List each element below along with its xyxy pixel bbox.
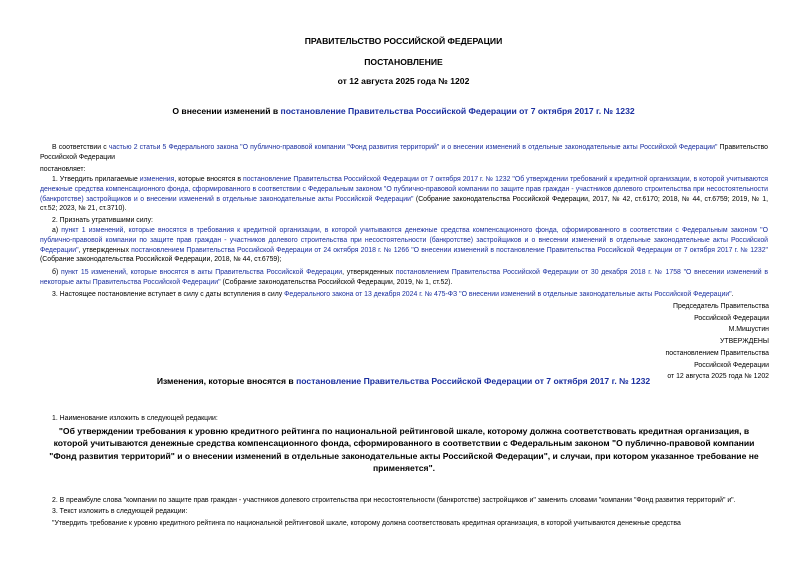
postanovlyaet: постановляет: — [40, 166, 86, 173]
item-2a-text: а) — [52, 227, 62, 234]
changes-title-prefix: Изменения, которые вносятся в — [156, 376, 297, 386]
change-3: 3. Текст изложить в следующей редакции: — [52, 508, 188, 515]
item-2b-link-2[interactable]: постановлением Правительства Российской Федерации от 30 декабря 2018 г. № 1758 "О внесении изменений в некоторые акты Правительства Российской Федерации" — [40, 269, 769, 286]
change-1: 1. Наименование изложить в следующей редакции: — [52, 415, 218, 422]
item-3-law-link[interactable]: Федерального закона от 13 декабря 2024 г. № 475-ФЗ "О внесении изменений в отдельные законодательные акты Российской Федерации" — [284, 291, 732, 298]
item-2a-end: (Собрание законодательства Российской Федерации, 2018, № 44, ст.6759); — [40, 256, 282, 264]
item-1 — [40, 175, 768, 214]
change-3-quote: "Утвердить требование к уровню кредитного рейтинга по национальной рейтинговой шкале, которому должна соответствовать кредитная организация, в которой учитываются денежные средства — [52, 520, 681, 527]
item-2a-link-2[interactable]: постановлением Правительства Российской Федерации от 24 октября 2018 г. № 1266 "О внесении изменений в постановление Правительства Российской Федерации от 7 октября 2017 г. № 1232" — [131, 246, 768, 254]
changes-title-link[interactable]: постановление Правительства Российской Федерации от 7 октября 2017 г. № 1232 — [296, 376, 651, 386]
item-2b-mid: , утвержденных — [342, 269, 396, 276]
item-1-decree-link[interactable]: постановление Правительства Российской Федерации от 7 октября 2017 г. № 1232 "Об утверждении требований к кредитной организации, в которой учитываются денежные средства компенсационного фонда, сформированного в соответствии с Федеральным законом "О публично-правовой компании по защите прав граждан - участников долевого строительства при несостоятельности (банкротстве) застройщиков и о внесении изменений в отдельные законодательные акты Российской Федерации" — [40, 176, 769, 203]
item-1-changes-link[interactable]: изменения — [139, 176, 175, 183]
preamble-text: В соответствии с — [52, 144, 109, 151]
signature-line: М.Мишустин — [728, 326, 769, 334]
document-title — [0, 106, 807, 116]
item-2: 2. Признать утратившими силу: — [52, 217, 153, 224]
preamble-paragraph — [40, 143, 768, 163]
signature-block — [666, 301, 770, 383]
signature-line: Председатель Правительства — [673, 303, 769, 310]
item-1-text: 1. Утвердить прилагаемые — [52, 176, 140, 183]
item-2b-end: (Собрание законодательства Российской Федерации, 2019, № 1, ст.52). — [220, 278, 453, 286]
signature-line: Российской Федерации — [694, 314, 769, 322]
title-prefix: О внесении изменений в — [172, 106, 281, 116]
title-link[interactable]: постановление Правительства Российской Федерации от 7 октября 2017 г. № 1232 — [280, 106, 635, 116]
approved-line: УТВЕРЖДЕНЫ — [720, 338, 769, 346]
change-1-quote: "Об утверждении требования к уровню кредитного рейтинга по национальной рейтинговой шкале, которому должна соответствовать кредитная организация, в которой учитываются денежные средства компенсационного фонда, сформированного в соответствии с Федеральным законом "О публично-правовой компании "Фонд развития территорий" и о внесении изменений в отдельные законодательные акты Российской Федерации", и случаи, при котором указанное требование не применяется". — [49, 426, 759, 474]
preamble-law-link[interactable]: частью 2 статьи 5 Федерального закона "О публично-правовой компании "Фонд развития территорий" и о внесении изменений в отдельные законодательные акты Российской Федерации" — [108, 144, 718, 151]
item-1-end: (Собрание законодательства Российской Федерации, 2017, № 42, ст.6170; 2018, № 44, ст.6759; 2019, № 1, ст.52; 2023, № 21, ст.3710). — [40, 195, 768, 213]
approved-line: постановлением Правительства — [665, 349, 769, 357]
changes-title — [0, 376, 807, 386]
item-3 — [40, 290, 768, 300]
item-2a-link-1[interactable]: пункт 1 изменений, которые вносятся в требования к кредитной организации, в которой учитываются денежные средства компенсационного фонда, сформированного в соответствии с Федеральным законом "О публично-правовой компании по защите прав граждан - участников долевого строительства при несостоятельности (банкротстве) застройщиков и о внесении изменений в отдельные законодательные акты Российской Федерации" — [40, 227, 768, 254]
item-2b — [40, 268, 768, 288]
approved-line: от 12 августа 2025 года № 1202 — [667, 373, 769, 381]
item-1-mid: , которые вносятся в — [174, 176, 243, 183]
item-2a-mid: , утвержденных — [78, 246, 132, 254]
item-3-end: . — [731, 291, 734, 298]
preamble-text-end: Правительство Российской Федерации — [40, 144, 768, 161]
item-3-text: 3. Настоящее постановление вступает в силу с даты вступления в силу — [52, 291, 285, 298]
approved-line: Российской Федерации — [694, 361, 769, 369]
item-2b-link-1[interactable]: пункт 15 изменений, которые вносятся в акты Правительства Российской Федерации — [60, 269, 343, 276]
doc-type-heading: ПОСТАНОВЛЕНИЕ — [364, 57, 443, 67]
item-2b-text: б) — [52, 269, 61, 276]
government-heading: ПРАВИТЕЛЬСТВО РОССИЙСКОЙ ФЕДЕРАЦИИ — [304, 36, 503, 46]
item-2a — [40, 226, 768, 265]
change-2: 2. В преамбуле слова "компании по защите прав граждан - участников долевого строительства при несостоятельности (банкротстве) застройщиков и" заменить словами "компании "Фонд развития территорий" и". — [52, 497, 736, 504]
date-number: от 12 августа 2025 года № 1202 — [337, 76, 470, 86]
